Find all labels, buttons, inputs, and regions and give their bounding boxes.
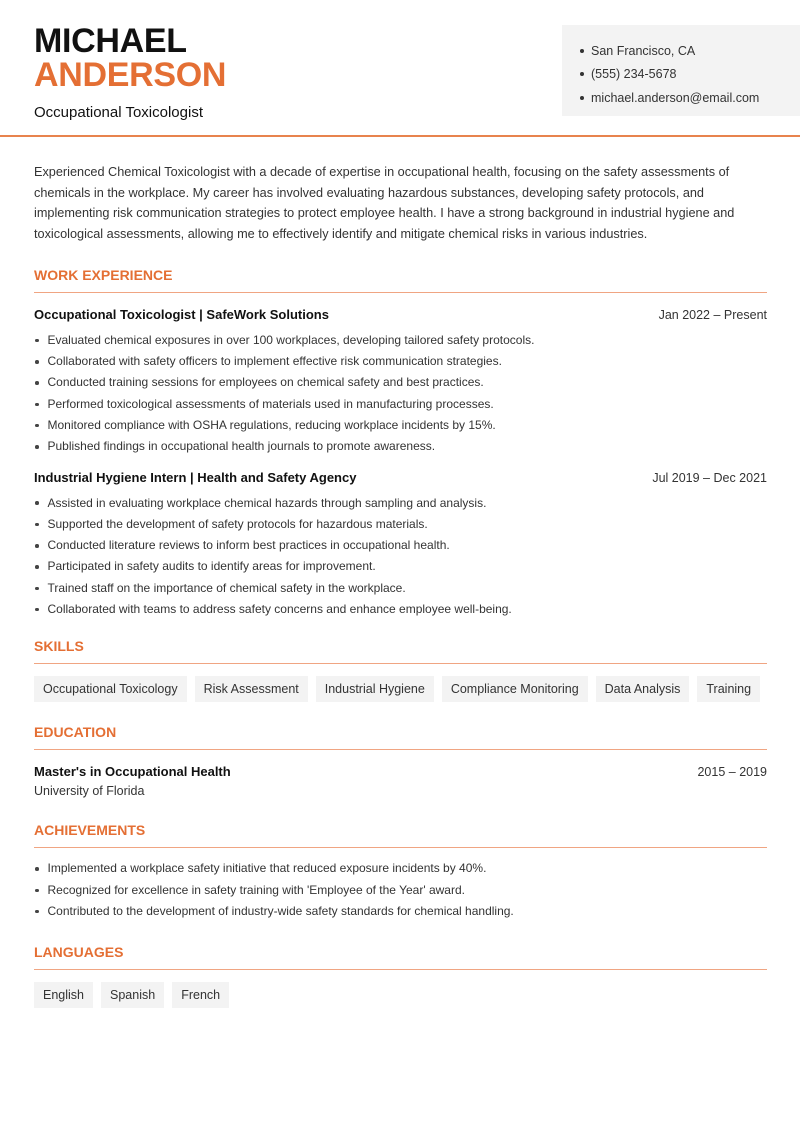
list-item: Contributed to the development of industry-wide safety standards for chemical handling. xyxy=(34,901,767,922)
list-item: Collaborated with teams to address safety concerns and enhance employee well-being. xyxy=(34,599,767,620)
bullet-icon xyxy=(35,587,39,591)
bullet-icon xyxy=(35,544,39,548)
bullet-icon xyxy=(35,403,39,407)
list-item: Collaborated with safety officers to implement effective risk communication strategies. xyxy=(34,351,767,372)
education-entry xyxy=(34,764,767,798)
bullet-icon xyxy=(35,445,39,449)
section-title-skills: SKILLS xyxy=(34,638,767,664)
skills-list xyxy=(34,676,767,702)
contact-location: San Francisco, CA xyxy=(580,39,800,63)
bullet-icon xyxy=(35,339,39,343)
bullet-icon xyxy=(35,501,39,505)
section-title-achievements: ACHIEVEMENTS xyxy=(34,822,767,848)
contact-box xyxy=(562,25,800,116)
bullet-icon xyxy=(35,360,39,364)
skill-chip: Data Analysis xyxy=(596,676,690,702)
job-role: Industrial Hygiene Intern | Health and Safety Agency xyxy=(34,469,357,485)
list-item: Conducted training sessions for employees on chemical safety and best practices. xyxy=(34,372,767,393)
bullet-icon xyxy=(580,96,584,100)
resume-header xyxy=(0,0,800,137)
last-name: ANDERSON xyxy=(34,56,227,94)
education-date: 2015 – 2019 xyxy=(697,765,767,780)
education-degree: Master's in Occupational Health xyxy=(34,764,231,780)
first-name: MICHAEL xyxy=(34,22,187,60)
skill-chip: Risk Assessment xyxy=(195,676,308,702)
bullet-icon xyxy=(580,72,584,76)
summary: Experienced Chemical Toxicologist with a decade of expertise in occupational health, focusing on the safety assessments of chemicals in the workplace. My career has involved evaluating hazardous substances, developing safety protocols, and implementing risk communication strategies to protect employee health. I have a strong background in industrial hygiene and toxicological assessments, allowing me to effectively identify and mitigate chemical risks in various industries. xyxy=(34,165,735,242)
list-item: Implemented a workplace safety initiative that reduced exposure incidents by 40%. xyxy=(34,858,767,879)
language-chip: Spanish xyxy=(101,982,164,1008)
job-entry xyxy=(34,470,767,621)
resume-content xyxy=(34,162,767,1008)
list-item: Monitored compliance with OSHA regulations, reducing workplace incidents by 15%. xyxy=(34,415,767,436)
bullet-icon xyxy=(35,889,39,893)
bullet-icon xyxy=(35,867,39,871)
list-item: Performed toxicological assessments of materials used in manufacturing processes. xyxy=(34,394,767,415)
skill-chip: Compliance Monitoring xyxy=(442,676,588,702)
job-bullets xyxy=(34,330,767,458)
language-chip: French xyxy=(172,982,229,1008)
list-item: Assisted in evaluating workplace chemical hazards through sampling and analysis. xyxy=(34,493,767,514)
language-chip: English xyxy=(34,982,93,1008)
job-title: Occupational Toxicologist xyxy=(34,104,203,121)
job-date: Jan 2022 – Present xyxy=(658,307,767,322)
section-title-work-experience: WORK EXPERIENCE xyxy=(34,267,767,293)
section-title-education: EDUCATION xyxy=(34,724,767,750)
list-item: Trained staff on the importance of chemical safety in the workplace. xyxy=(34,578,767,599)
job-entry xyxy=(34,307,767,458)
achievements-list xyxy=(34,858,767,922)
bullet-icon xyxy=(35,424,39,428)
languages-list xyxy=(34,982,767,1008)
list-item: Recognized for excellence in safety training with 'Employee of the Year' award. xyxy=(34,880,767,901)
skill-chip: Industrial Hygiene xyxy=(316,676,434,702)
list-item: Published findings in occupational health journals to promote awareness. xyxy=(34,436,767,457)
list-item: Participated in safety audits to identify areas for improvement. xyxy=(34,556,767,577)
job-role: Occupational Toxicologist | SafeWork Solutions xyxy=(34,306,329,322)
bullet-icon xyxy=(580,49,584,53)
job-date: Jul 2019 – Dec 2021 xyxy=(652,470,767,485)
list-item: Conducted literature reviews to inform best practices in occupational health. xyxy=(34,535,767,556)
skill-chip: Training xyxy=(697,676,760,702)
education-school: University of Florida xyxy=(34,784,145,799)
list-item: Supported the development of safety protocols for hazardous materials. xyxy=(34,514,767,535)
job-bullets xyxy=(34,493,767,621)
bullet-icon xyxy=(35,381,39,385)
bullet-icon xyxy=(35,910,39,914)
bullet-icon xyxy=(35,565,39,569)
bullet-icon xyxy=(35,608,39,612)
name-block xyxy=(34,24,226,121)
skill-chip: Occupational Toxicology xyxy=(34,676,187,702)
bullet-icon xyxy=(35,523,39,527)
contact-email[interactable]: michael.anderson@email.com xyxy=(580,86,800,110)
contact-phone: (555) 234-5678 xyxy=(580,63,800,87)
list-item: Evaluated chemical exposures in over 100 workplaces, developing tailored safety protocols. xyxy=(34,330,767,351)
section-title-languages: LANGUAGES xyxy=(34,944,767,970)
